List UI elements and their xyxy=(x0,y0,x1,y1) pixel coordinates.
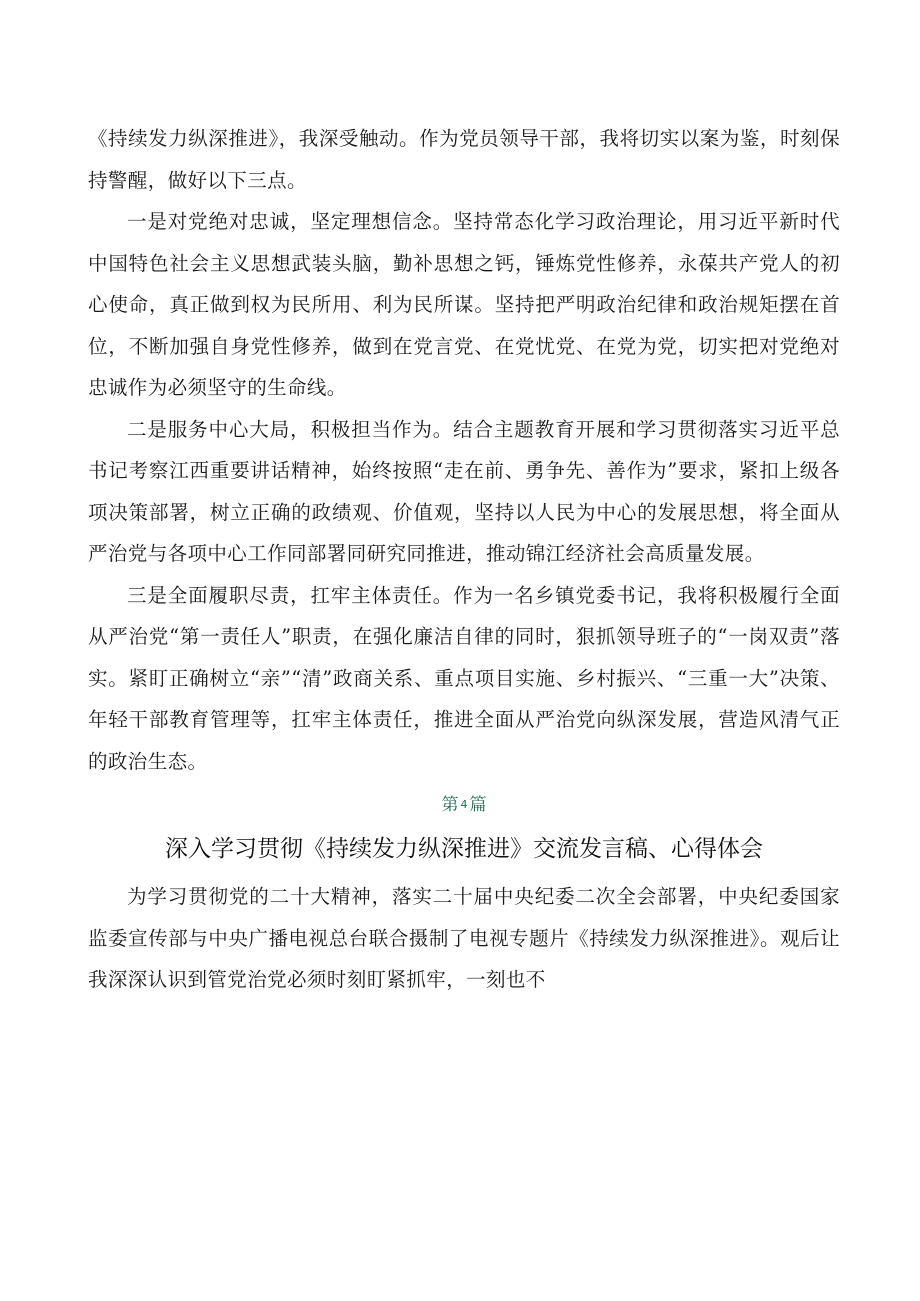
section-number-label xyxy=(88,790,840,820)
paragraph-intro-continuation: 《持续发力纵深推进》，我深受触动。作为党员领导干部，我将切实以案为鉴，时刻保持警醒，做好以下三点。 xyxy=(88,127,840,192)
section-label-prefix: 第 xyxy=(441,795,459,815)
paragraph-article-intro: 为学习贯彻党的二十大精神，落实二十届中央纪委二次全会部署，中央纪委国家监委宣传部与中央广播电视总台联合摄制了电视专题片《持续发力纵深推进》。观后让我深深认识到管党治党必须时刻盯紧抓牢，一刻也不 xyxy=(88,885,840,991)
section-label-number: 4 xyxy=(460,798,468,811)
paragraph-point-three: 三是全面履职尽责，扛牢主体责任。作为一名乡镇党委书记，我将积极履行全面从严治党“第一责任人”职责，在强化廉洁自律的同时，狠抓领导班子的“一岗双责”落实。紧盯正确树立“亲”“清”政商关系、重点项目实施、乡村振兴、“三重一大”决策、年轻干部教育管理等，扛牢主体责任，推进全面从严治党向纵深发展，营造风清气正的政治生态。 xyxy=(88,583,840,773)
document-page xyxy=(88,118,840,1001)
paragraph-point-two: 二是服务中心大局，积极担当作为。结合主题教育开展和学习贯彻落实习近平总书记考察江西重要讲话精神，始终按照“走在前、勇争先、善作为”要求，紧扣上级各项决策部署，树立正确的政绩观、价值观，坚持以人民为中心的发展思想，将全面从严治党与各项中心工作同部署同研究同推进，推动锦江经济社会高质量发展。 xyxy=(88,417,840,565)
section-label-suffix: 篇 xyxy=(469,795,487,815)
paragraph-point-one: 一是对党绝对忠诚，坚定理想信念。坚持常态化学习政治理论，用习近平新时代中国特色社会主义思想武装头脑，勤补思想之钙，锤炼党性修养，永葆共产党人的初心使命，真正做到权为民所用、利为民所谋。坚持把严明政治纪律和政治规矩摆在首位，不断加强自身党性修养，做到在党言党、在党忧党、在党为党，切实把对党绝对忠诚作为必须坚守的生命线。 xyxy=(88,210,840,399)
article-title: 深入学习贯彻《持续发力纵深推进》交流发言稿、心得体会 xyxy=(165,836,763,862)
